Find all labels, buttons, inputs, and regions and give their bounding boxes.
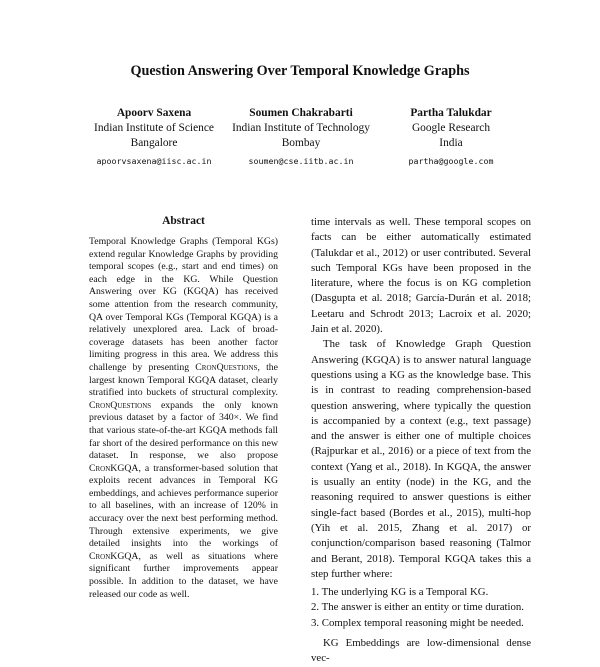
abstract-text: expands the only known previous dataset by a factor of 340×. We find that various state-of-the-art KGQA methods fall far short of the desired performance on this new dataset. In response, we also propose bbox=[89, 399, 278, 462]
author-affiliation-city: India bbox=[439, 137, 463, 149]
author-block-2 bbox=[224, 106, 378, 169]
method-name: CronKGQA bbox=[89, 462, 139, 474]
author-affiliation: Google Research bbox=[411, 122, 491, 134]
author-affiliation: Indian Institute of Technology bbox=[232, 122, 370, 134]
paper-title: Question Answering Over Temporal Knowledge Graphs bbox=[130, 63, 470, 79]
author-affiliation-city: Bombay bbox=[281, 137, 321, 149]
author-email: apoorvsaxena@iisc.ac.in bbox=[96, 156, 212, 166]
method-name: CronKGQA bbox=[89, 550, 139, 562]
abstract-heading: Abstract bbox=[162, 215, 205, 227]
author-affiliation: Indian Institute of Science bbox=[94, 122, 214, 134]
list-item: 2. The answer is either an entity or time duration. bbox=[311, 601, 524, 614]
abstract-text: , the largest known Temporal KGQA dataset, clearly stratified into buckets of structural complexity. bbox=[89, 361, 278, 399]
intro-paragraph: time intervals as well. These temporal scopes on facts can be either automatically estimated (Talukdar et al., 2012) or user contributed. Several such Temporal KGs have been proposed in the literature, where the focus is on KG completion (Dasgupta et al. 2018; García-Durán et al. 2018; Leetaru and Schrodt 2013; Lacroix et al. 2020; Jain et al. 2020). bbox=[311, 216, 531, 336]
list-item: 1. The underlying KG is a Temporal KG. bbox=[311, 586, 489, 599]
abstract-text: , a transformer-based solution that exploits recent advances in Temporal KG embeddings, and achieves performance superior to all baselines, with an increase of 120% in accuracy over the next best performing method. Through extensive experiments, we give detailed insights into the workings of bbox=[89, 462, 278, 550]
abstract-body bbox=[89, 236, 278, 601]
abstract-text: Temporal Knowledge Graphs (Temporal KGs) extend regular Knowledge Graphs by providing temporal scopes (e.g., start and end times) on each edge in the KG. While Question Answering over KG (KGQA) has received some attention from the research community, QA over Temporal KGs (Temporal KGQA) is a relatively unexplored area. Lack of broad-coverage datasets has been another factor limiting progress in this area. We address this challenge by presenting bbox=[89, 236, 278, 373]
intro-column bbox=[311, 215, 531, 667]
author-affiliation-city: Bangalore bbox=[130, 137, 178, 149]
author-block-3 bbox=[388, 106, 514, 169]
author-name: Partha Talukdar bbox=[410, 107, 492, 119]
list-item: 3. Complex temporal reasoning might be needed. bbox=[311, 616, 524, 629]
dataset-name: CronQuestions bbox=[195, 361, 258, 373]
author-email: partha@google.com bbox=[408, 156, 494, 166]
author-name: Apoorv Saxena bbox=[116, 107, 192, 119]
intro-paragraph: The task of Knowledge Graph Question Answering (KGQA) is to answer natural language questions using a KG as the knowledge base. This is in contrast to reading comprehension-based question answering, where typically the question is accompanied by a context (e.g., text passage) and the answer is either one of multiple choices (Rajpurkar et al., 2016) or a piece of text from the context (Yang et al., 2018). In KGQA, the answer is usually an entity (node) in the KG, and the reasoning required to answer questions is either single-fact based (Bordes et al., 2015), multi-hop (Yih et al. 2015, Zhang et al. 2017) or conjunction/comparison based reasoning (Talmor and Berant, 2018). Temporal KGQA takes this a step further where: bbox=[311, 338, 531, 580]
abstract-text: , as well as situations where significant further improvements appear possible. In addition to the dataset, we have released our code as well. bbox=[89, 550, 278, 600]
author-block-1 bbox=[84, 106, 224, 169]
dataset-name: CronQuestions bbox=[89, 399, 152, 411]
author-email: soumen@cse.iitb.ac.in bbox=[248, 156, 354, 166]
intro-paragraph: KG Embeddings are low-dimensional dense vec- bbox=[311, 637, 531, 665]
author-name: Soumen Chakrabarti bbox=[249, 107, 353, 119]
temporal-kgqa-list bbox=[311, 585, 531, 631]
